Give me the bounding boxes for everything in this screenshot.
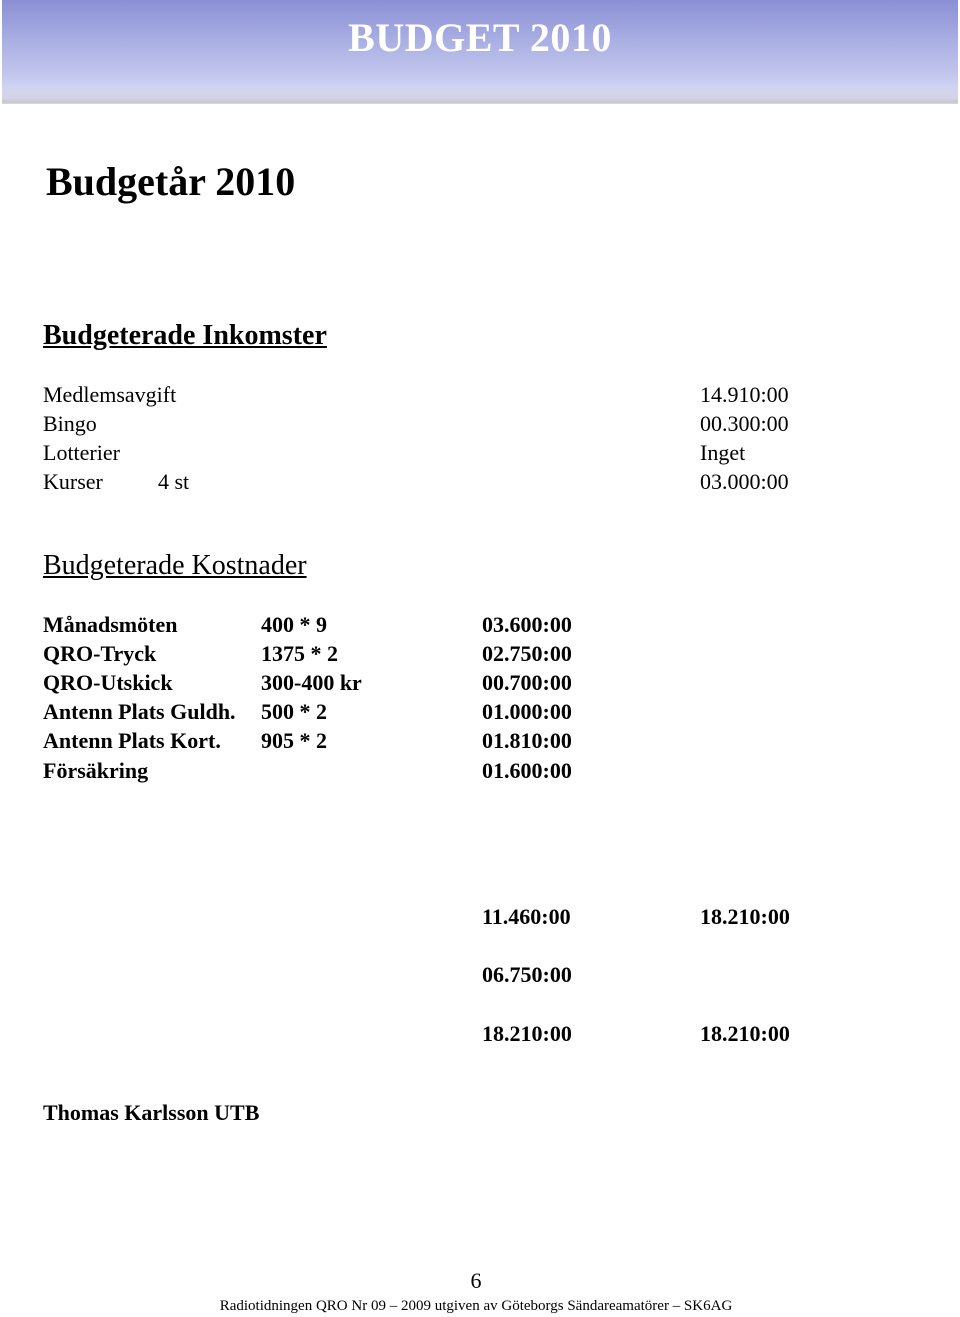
cost-amount: 01.810:00 (482, 728, 572, 753)
cost-calculation: 905 * 2 (261, 728, 327, 753)
balance-right: 18.210:00 (700, 1021, 790, 1046)
costs-total: 11.460:00 (482, 904, 571, 929)
cost-name: QRO-Utskick (43, 670, 173, 695)
page-title: Budgetår 2010 (46, 159, 296, 204)
author: Thomas Karlsson UTB (43, 1100, 260, 1125)
surplus-row (43, 960, 823, 989)
income-amount: 00.300:00 (700, 411, 789, 436)
income-quantity: 4 st (158, 469, 190, 494)
cost-amount: 01.600:00 (482, 758, 572, 783)
cost-name: Månadsmöten (43, 612, 178, 637)
cost-row (43, 697, 823, 726)
income-name: Kurser (43, 469, 103, 494)
banner-shadow (2, 86, 958, 104)
income-amount: 14.910:00 (700, 382, 789, 407)
cost-amount: 01.000:00 (482, 699, 572, 724)
cost-calculation: 400 * 9 (261, 612, 327, 637)
banner-title: BUDGET 2010 (348, 15, 612, 60)
footer-text: Radiotidningen QRO Nr 09 – 2009 utgiven av Göteborgs Sändareamatörer – SK6AG (219, 1298, 733, 1314)
cost-amount: 00.700:00 (482, 670, 572, 695)
surplus-amount: 06.750:00 (482, 962, 572, 987)
income-heading: Budgeterade Inkomster (43, 320, 327, 351)
cost-calculation: 300-400 kr (261, 670, 362, 695)
income-total: 18.210:00 (700, 904, 790, 929)
cost-row (43, 610, 823, 639)
page-number: 6 (470, 1268, 482, 1293)
cost-amount: 03.600:00 (482, 612, 572, 637)
cost-row (43, 756, 823, 785)
income-name: Medlemsavgift (43, 382, 177, 407)
income-name: Bingo (43, 411, 97, 436)
cost-name: QRO-Tryck (43, 641, 157, 666)
income-amount: 03.000:00 (700, 469, 789, 494)
cost-row (43, 639, 823, 668)
cost-name: Försäkring (43, 758, 149, 783)
cost-amount: 02.750:00 (482, 641, 572, 666)
cost-row (43, 668, 823, 697)
cost-row (43, 726, 823, 755)
costs-heading: Budgeterade Kostnader (43, 550, 307, 581)
income-amount: Inget (700, 440, 746, 465)
cost-calculation: 1375 * 2 (261, 641, 338, 666)
cost-name: Antenn Plats Guldh. (43, 699, 236, 724)
income-row (43, 438, 823, 467)
income-name: Lotterier (43, 440, 120, 465)
cost-calculation: 500 * 2 (261, 699, 327, 724)
income-row (43, 380, 823, 409)
totals-row (43, 902, 823, 931)
cost-name: Antenn Plats Kort. (43, 728, 221, 753)
income-row (43, 467, 823, 496)
income-row (43, 409, 823, 438)
balance-row (43, 1019, 823, 1048)
balance-left: 18.210:00 (482, 1021, 572, 1046)
